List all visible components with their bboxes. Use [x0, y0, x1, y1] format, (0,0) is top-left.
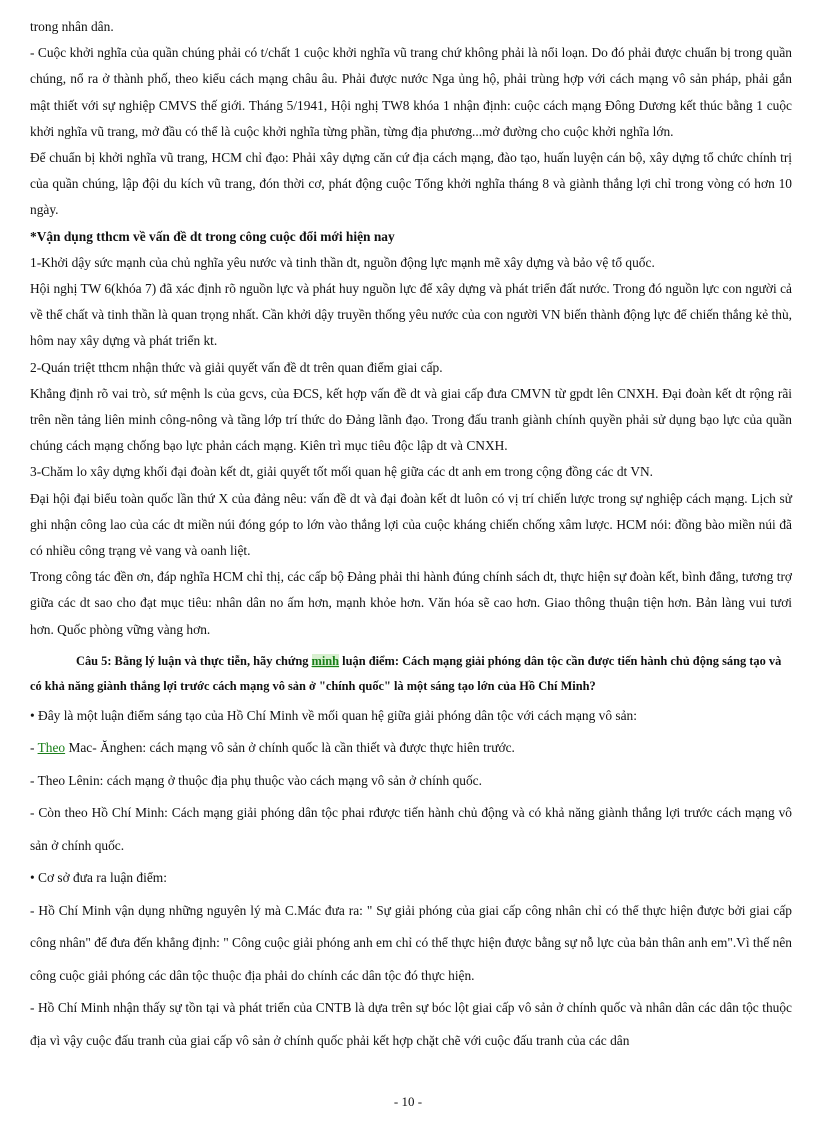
paragraph: - Hồ Chí Minh vận dụng những nguyên lý mà C.Mác đưa ra: " Sự giải phóng của giai cấp công nhân chỉ có thể thực hiện được bởi giai cấp công nhân" để đưa đến khẳng định: " Công cuộc giải phóng anh em chỉ có thể thực hiện được bằng sự nỗ lực của bản thân anh em".Vì thế nên công cuộc giải phóng các dân tộc thuộc địa phải do chính các dân tộc đó thực hiện. [30, 902, 792, 983]
paragraph: Hội nghị TW 6(khóa 7) đã xác định rõ nguồn lực và phát huy nguồn lực để xây dựng và phát triển đất nước. Trong đó nguồn lực con người cả về thể chất và tinh thần là quan trọng nhất. Cần khởi dậy truyền thống yêu nước của con người VN biến thành động lực để chiến thắng kẻ thù, hôm nay xây dựng và phát triển kt. [30, 281, 792, 349]
answer-section [30, 700, 792, 1058]
paragraph: • Đây là một luận điểm sáng tạo của Hồ Chí Minh về mối quan hệ giữa giải phóng dân tộc với cách mạng vô sản: [30, 707, 637, 723]
document-page [30, 14, 792, 1057]
paragraph: trong nhân dân. [30, 19, 114, 34]
paragraph: 1-Khởi dậy sức mạnh của chủ nghĩa yêu nước và tinh thần dt, nguồn động lực mạnh mẽ xây dựng và bảo vệ tổ quốc. [30, 254, 655, 270]
question-5 [30, 649, 792, 700]
page-number: - 10 - [393, 1094, 423, 1109]
paragraph: 2-Quán triệt tthcm nhận thức và giải quyết vấn đề dt trên quan điểm giai cấp. [30, 359, 443, 375]
question-title [30, 649, 792, 700]
paragraph: Đại hội đại biểu toàn quốc lần thứ X của đảng nêu: vấn đề dt và đại đoàn kết dt luôn có vị trí chiến lược trong sự nghiệp cách mạng. Lịch sử ghi nhận công lao của các dt miền núi đóng góp to lớn vào thắng lợi của cuộc kháng chiến chống xâm lược. HCM nói: đồng bào miền núi đã có nhiều công trạng vẻ vang và oanh liệt. [30, 490, 792, 559]
paragraph [30, 732, 792, 765]
paragraph: - Hồ Chí Minh nhận thấy sự tồn tại và phát triển của CNTB là dựa trên sự bóc lột giai cấp vô sản ở chính quốc và nhân dân các dân tộc thuộc địa vì vậy cuộc đấu tranh của giai cấp vô sản ở chính quốc phải kết hợp chặt chẽ với cuộc đấu tranh của các dân [30, 1000, 792, 1048]
paragraph: Để chuẩn bị khởi nghĩa vũ trang, HCM chỉ đạo: Phải xây dựng căn cứ địa cách mạng, đào tạo, huấn luyện cán bộ, xây dựng tổ chức chính trị của quần chúng, lập đội du kích vũ trang, đón thời cơ, phát động cuộc Tổng khởi nghĩa tháng 8 và giành thắng lợi chỉ trong vòng có hơn 10 ngày. [30, 150, 792, 218]
question-text: Câu 5: Bằng lý luận và thực tiễn, hãy chứng [76, 653, 312, 668]
paragraph: - Theo Lênin: cách mạng ở thuộc địa phụ thuộc vào cách mạng vô sản ở chính quốc. [30, 772, 482, 788]
question-link[interactable]: minh [311, 653, 340, 668]
theo-link[interactable]: Theo [37, 740, 66, 756]
question-text: luận điểm: Cách mạng giải phóng dân tộc cần được tiến hành chủ động sáng tạo và có khả năng giành thắng lợi trước cách mạng vô sản ở "chính quốc" là một sáng tạo lớn của Hồ Chí Minh? [30, 653, 782, 694]
paragraph: - Cuộc khởi nghĩa của quần chúng phải có t/chất 1 cuộc khởi nghĩa vũ trang chứ không phải là nổi loạn. Do đó phải được chuẩn bị trong quần chúng, nổ ra ở thành phố, theo kiểu cách mạng châu âu. Phải được nước Nga ủng hộ, phải trùng hợp với cách mạng vô sản pháp, phải gắn mật thiết với sự nghiệp CMVS thế giới. Tháng 5/1941, Hội nghị TW8 khóa 1 nhận định: cuộc cách mạng Đông Dương kết thúc bằng 1 cuộc khởi nghĩa vũ trang, mở đầu có thể là cuộc khởi nghĩa từng phần, từng địa phương...mở đường cho cuộc khởi nghĩa lớn. [30, 45, 792, 139]
section-struggle-text [30, 14, 792, 643]
paragraph: 3-Chăm lo xây dựng khối đại đoàn kết dt, giải quyết tốt mối quan hệ giữa các dt anh em trong cộng đồng các dt VN. [30, 464, 654, 480]
paragraph: Khẳng định rõ vai trò, sứ mệnh ls của gcvs, của ĐCS, kết hợp vấn đề dt và giai cấp đưa CMVN từ gpdt lên CNXH. Đại đoàn kết dt rộng rãi trên nền tảng liên minh công-nông và tầng lớp trí thức do Đảng lãnh đạo. Trong đấu tranh giành chính quyền phải sử dụng bạo lực của quần chúng cách mạng chống bạo lực phản cách mạng. Kiên trì mục tiêu độc lập dt và CNXH. [30, 385, 792, 454]
paragraph: • Cơ sở đưa ra luận điểm: [30, 870, 167, 886]
paragraph: - Còn theo Hồ Chí Minh: Cách mạng giải phóng dân tộc phai rđược tiến hành chủ động và có khả năng giành thắng lợi trước cách mạng vô sản ở chính quốc. [30, 805, 792, 853]
paragraph-text: Mac- Ănghen: cách mạng vô sản ở chính quốc là cần thiết và được thực hiên trước. [65, 740, 515, 756]
section-heading: *Vận dụng tthcm về vấn đề dt trong công cuộc đổi mới hiện nay [30, 228, 395, 244]
paragraph: Trong công tác đền ơn, đáp nghĩa HCM chỉ thị, các cấp bộ Đảng phải thi hành đúng chính sách dt, thực hiện sự đoàn kết, bình đẳng, tương trợ giữa các dt sao cho đạt mục tiêu: nhân dân no ấm hơn, mạnh khỏe hơn. Văn hóa sẽ cao hơn. Giao thông thuận tiện hơn. Bản làng vui tươi hơn. Quốc phòng vững vàng hơn. [30, 569, 792, 637]
bullet-dash: - [30, 740, 38, 756]
